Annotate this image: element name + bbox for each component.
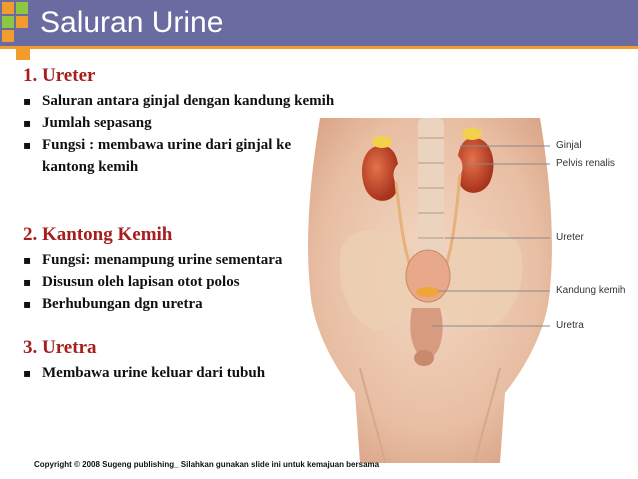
bullet-text: Fungsi : membawa urine dari ginjal ke kantong kemih (42, 137, 292, 175)
bullet-text: Membawa urine keluar dari tubuh (42, 365, 266, 381)
spine (418, 118, 444, 268)
bullet-icon: ▪ (23, 116, 32, 130)
section-kantong-kemih (23, 223, 282, 315)
bullet-list (23, 249, 282, 315)
label-pelvis-renalis: Pelvis renalis (556, 158, 615, 169)
section-uretra (23, 336, 265, 384)
slide-header-bar (0, 0, 638, 46)
bullet-item (23, 362, 265, 384)
bullet-text: Saluran antara ginjal dengan kandung kemih (42, 93, 335, 109)
bullet-icon: ▪ (23, 297, 32, 311)
bullet-icon: ▪ (23, 138, 32, 152)
copyright-footer: Copyright © 2008 Sugeng publishing_ Silahkan gunakan slide ini untuk kemajuan bersama (34, 460, 380, 469)
bullet-icon: ▪ (23, 366, 32, 380)
bullet-text: Jumlah sepasang (42, 115, 152, 131)
bullet-list (23, 362, 265, 384)
header-accent-stub (16, 46, 30, 60)
decor-square (16, 16, 28, 28)
bullet-item (23, 249, 282, 271)
bullet-item (23, 293, 282, 315)
section-title: 3. Uretra (23, 337, 97, 358)
bullet-text: Berhubungan dgn uretra (42, 296, 203, 312)
section-ureter (23, 64, 342, 178)
decor-square (2, 16, 14, 28)
bullet-item (23, 271, 282, 293)
bullet-icon: ▪ (23, 275, 32, 289)
bullet-item (23, 112, 342, 134)
bullet-item (23, 90, 342, 112)
label-ginjal: Ginjal (556, 140, 582, 151)
decor-square (2, 30, 14, 42)
bullet-item (23, 134, 342, 178)
bullet-text: Disusun oleh lapisan otot polos (42, 274, 240, 290)
header-accent-rule (0, 46, 638, 49)
section-title: 2. Kantong Kemih (23, 224, 173, 245)
label-ureter: Ureter (556, 232, 584, 243)
section-title: 1. Ureter (23, 65, 96, 86)
bullet-list (23, 90, 342, 178)
label-uretra: Uretra (556, 320, 584, 331)
bullet-icon: ▪ (23, 253, 32, 267)
decor-square (16, 2, 28, 14)
label-kandung-kemih: Kandung kemih (556, 285, 626, 296)
decor-square (2, 2, 14, 14)
bullet-text: Fungsi: menampung urine sementara (42, 252, 283, 268)
bullet-icon: ▪ (23, 94, 32, 108)
slide-title: Saluran Urine (40, 6, 224, 39)
